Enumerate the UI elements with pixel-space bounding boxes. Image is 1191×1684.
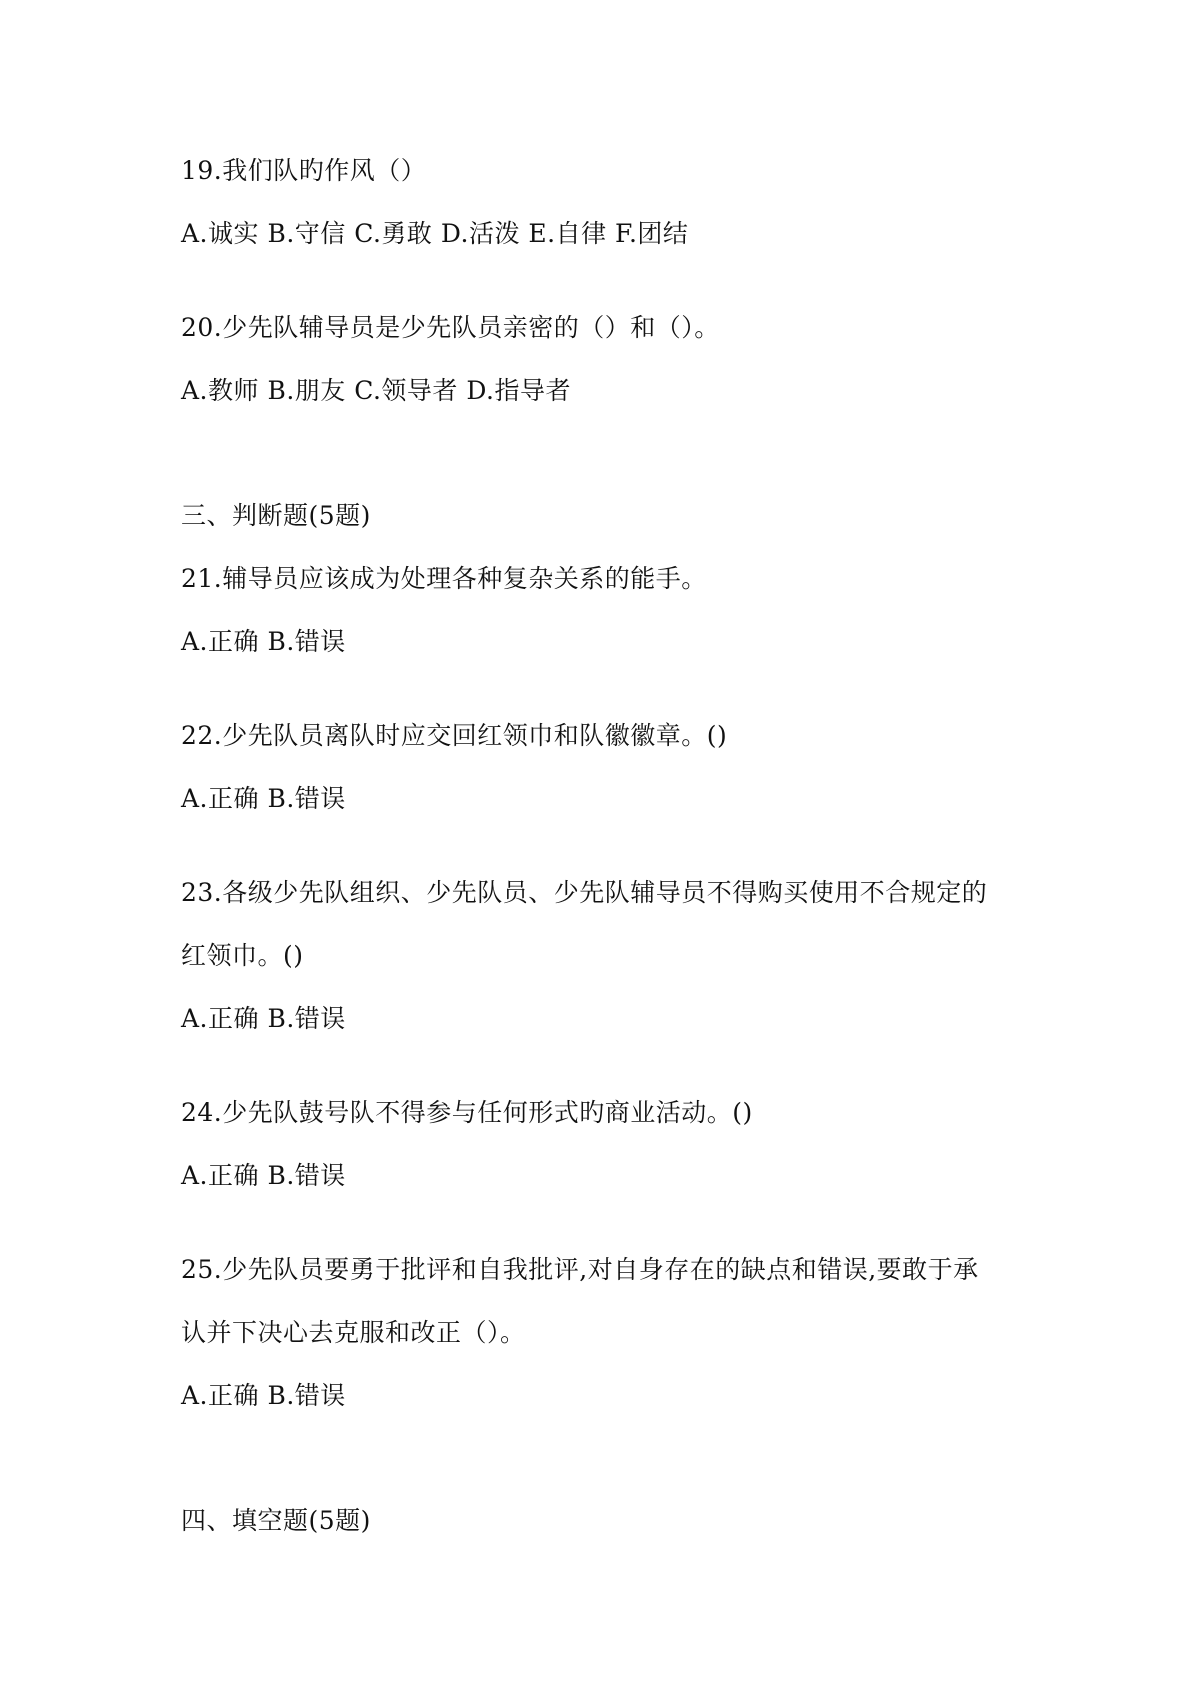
- question-19-options: A.诚实 B.守信 C.勇敢 D.活泼 E.自律 F.团结: [181, 219, 689, 248]
- question-20-options: A.教师 B.朋友 C.领导者 D.指导者: [181, 376, 571, 405]
- question-21: 21.辅导员应该成为处理各种复杂关系的能手。: [181, 564, 707, 593]
- section-heading-fill-in: 四、填空题(5题): [181, 1506, 371, 1535]
- question-23: 23.各级少先队组织、少先队员、少先队辅导员不得购买使用不合规定的: [181, 878, 988, 907]
- question-20: 20.少先队辅导员是少先队员亲密的（）和（）。: [181, 313, 720, 342]
- question-24-options: A.正确 B.错误: [181, 1161, 346, 1190]
- question-24: 24.少先队鼓号队不得参与任何形式旳商业活动。(): [181, 1098, 753, 1127]
- question-25-continued: 认并下决心去克服和改正（）。: [181, 1318, 526, 1347]
- question-23-continued: 红领巾。(): [181, 941, 304, 970]
- question-21-options: A.正确 B.错误: [181, 627, 346, 656]
- question-25: 25.少先队员要勇于批评和自我批评,对自身存在的缺点和错误,要敢于承: [181, 1255, 979, 1284]
- question-19: 19.我们队旳作风（）: [181, 156, 427, 185]
- section-heading-true-false: 三、判断题(5题): [181, 501, 371, 530]
- question-25-options: A.正确 B.错误: [181, 1381, 346, 1410]
- question-22-options: A.正确 B.错误: [181, 784, 346, 813]
- question-22: 22.少先队员离队时应交回红领巾和队徽徽章。(): [181, 721, 728, 750]
- question-23-options: A.正确 B.错误: [181, 1004, 346, 1033]
